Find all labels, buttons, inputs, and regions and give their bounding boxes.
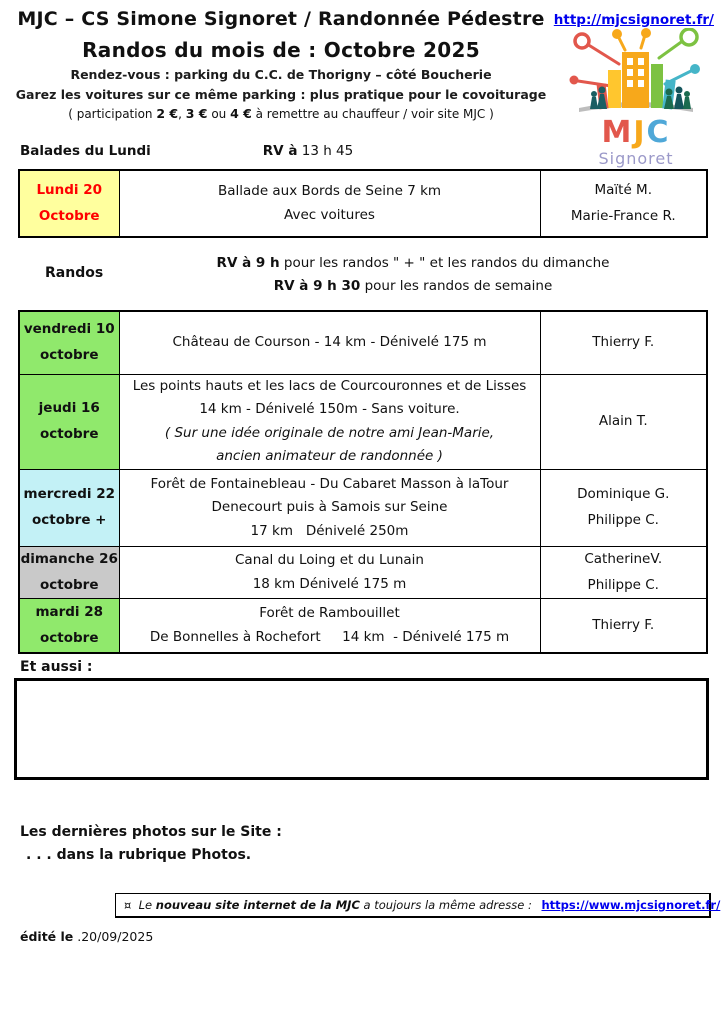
participation-info-line: ( participation 2 €, 3 € ou 4 € à remettre au chauffeur / voir site MJC )	[68, 106, 494, 121]
parking-info-line: Garez les voitures sur ce même parking : plus pratique pour le covoiturage	[15, 87, 547, 102]
balades-label: Balades du Lundi	[20, 143, 151, 159]
leader-cell: Thierry F.	[540, 311, 707, 374]
note-bullet-icon: ¤	[124, 897, 132, 912]
month-subtitle: Randos du mois de : Octobre 2025	[82, 38, 480, 62]
meeting-info-line: Rendez-vous : parking du C.C. de Thorigny – côté Boucherie	[70, 67, 492, 82]
leader-cell: Maïté M. Marie-France R.	[540, 170, 707, 237]
randos-section-header	[0, 252, 728, 300]
logo-letter-c: C	[646, 115, 671, 150]
table-row	[19, 311, 707, 374]
day-cell: mardi 28 octobre	[19, 599, 119, 653]
edited-date-line: édité le .20/09/2025	[20, 928, 154, 944]
day-cell: vendredi 10 octobre	[19, 311, 119, 374]
table-row	[19, 374, 707, 470]
leader-cell: Dominique G. Philippe C.	[540, 470, 707, 547]
balades-rv-time: 13 h 45	[297, 143, 354, 159]
randos-rv-line-2: RV à 9 h 30 pour les randos de semaine	[273, 277, 553, 294]
page-title: MJC – CS Simone Signoret / Randonnée Pédestre	[17, 8, 545, 30]
description-cell: Forêt de Fontainebleau - Du Cabaret Masson à laTour Denecourt puis à Samois sur Seine 17 km Dénivelé 250m	[119, 470, 540, 547]
et-aussi-label: Et aussi :	[20, 658, 93, 675]
mjc-site-link[interactable]: http://mjcsignoret.fr/	[553, 12, 714, 28]
mjc-logo	[556, 28, 716, 168]
table-row	[19, 599, 707, 653]
photos-line-1: Les dernières photos sur le Site :	[20, 823, 282, 840]
day-cell: mercredi 22 octobre +	[19, 470, 119, 547]
description-cell: Ballade aux Bords de Seine 7 km Avec voitures	[119, 170, 540, 237]
description-cell: Canal du Loing et du Lunain 18 km Dénivelé 175 m	[119, 547, 540, 599]
day-cell: jeudi 16 octobre	[19, 374, 119, 470]
randos-label: Randos	[45, 265, 104, 281]
day-cell: Lundi 20 Octobre	[19, 170, 119, 237]
logo-wordmark	[556, 115, 716, 150]
mjc-logo-icon	[561, 28, 711, 120]
mjc-new-site-link[interactable]: https://www.mjcsignoret.fr/	[541, 897, 721, 912]
logo-subtext: Signoret	[598, 149, 674, 168]
table-row	[19, 470, 707, 547]
balades-rv-time-bold: RV à	[262, 143, 298, 159]
et-aussi-empty-box	[14, 678, 709, 780]
website-note-box: ¤ Le nouveau site internet de la MJC a toujours la même adresse : https://www.mjcsignoret.fr/	[115, 893, 711, 918]
table-row	[19, 547, 707, 599]
table-row	[19, 170, 707, 237]
randos-rv-line-1: RV à 9 h pour les randos " + " et les randos du dimanche	[216, 255, 610, 271]
photos-line-2: . . . dans la rubrique Photos.	[26, 846, 252, 863]
leader-cell: Alain T.	[540, 374, 707, 470]
leader-cell: CatherineV. Philippe C.	[540, 547, 707, 599]
leader-cell: Thierry F.	[540, 599, 707, 653]
day-cell: dimanche 26 octobre	[19, 547, 119, 599]
randos-table	[18, 310, 708, 654]
logo-letter-m: M	[601, 115, 634, 150]
balades-table	[18, 169, 708, 238]
description-cell: Château de Courson - 14 km - Dénivelé 175 m	[119, 311, 540, 374]
description-cell: Forêt de Rambouillet De Bonnelles à Rochefort 14 km - Dénivelé 175 m	[119, 599, 540, 653]
description-cell: Les points hauts et les lacs de Courcouronnes et de Lisses 14 km - Dénivelé 150m - Sans voiture. ( Sur une idée originale de notre ami Jean-Marie, ancien animateur de randonnée )	[119, 374, 540, 470]
logo-letter-j: J	[633, 115, 647, 150]
